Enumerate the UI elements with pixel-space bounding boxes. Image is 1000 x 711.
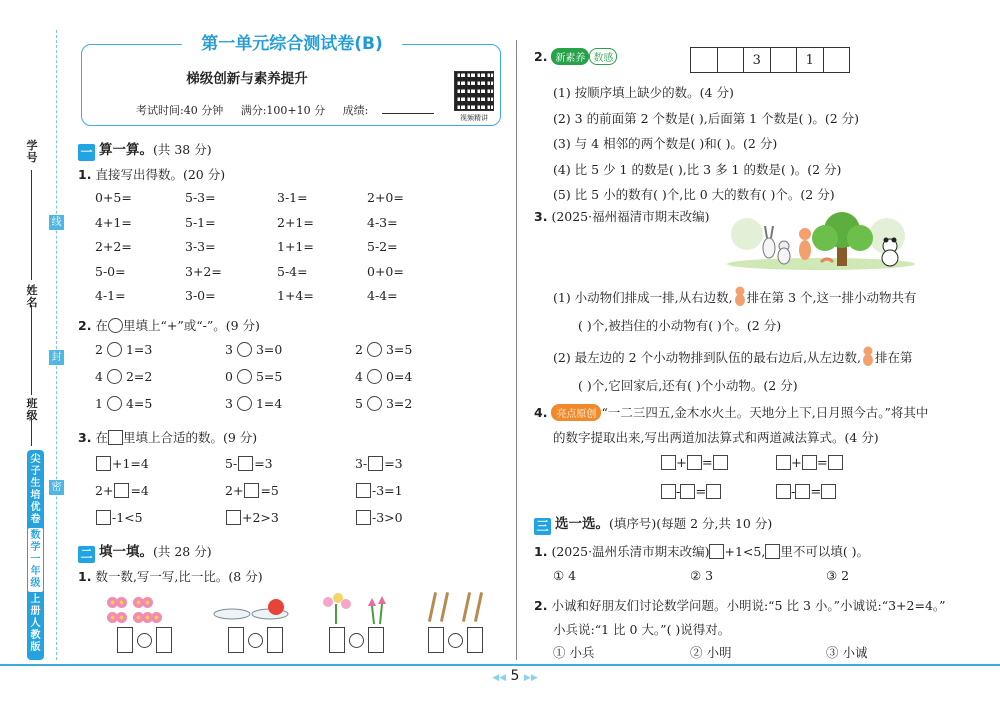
page-divider [516, 40, 517, 660]
fill-item [355, 456, 403, 471]
op-left: 5 [355, 396, 363, 411]
answer-box[interactable] [428, 627, 444, 653]
calc-item: 0+0= [367, 263, 404, 279]
answer-box[interactable] [117, 627, 133, 653]
fill-prefix: 2+ [225, 483, 244, 498]
calc-item: 5-3= [185, 190, 216, 205]
answer-circle[interactable] [237, 396, 252, 411]
fill-suffix: =3 [384, 456, 403, 471]
section-title: 选一选。 [555, 516, 609, 532]
student-no-line [31, 170, 32, 280]
section-heading [78, 138, 212, 161]
calc-item: 0+5= [95, 190, 132, 205]
op-left: 0 [225, 369, 233, 384]
number-sense-tag: 数感 [589, 48, 617, 65]
section-title: 填一填。 [99, 544, 153, 560]
seal-mark: 密 [49, 480, 64, 495]
page-number-value: 5 [510, 668, 520, 684]
op-right: 2=2 [125, 369, 153, 384]
calc-item: 5-4= [277, 263, 308, 279]
answer-box[interactable] [96, 456, 111, 471]
question-text: 在 [95, 430, 108, 445]
sub-question: (2) 3 的前面第 2 个数是( ),后面第 1 个数是( )。(2 分) [553, 110, 860, 126]
question-number: 2. [534, 598, 548, 613]
op-item [355, 342, 412, 357]
fill-item [95, 456, 149, 471]
answer-circle[interactable] [367, 369, 382, 384]
answer-box[interactable] [828, 455, 843, 470]
pencils-picture [425, 592, 495, 626]
question [78, 165, 225, 183]
answer-box[interactable] [228, 627, 244, 653]
fill-suffix: +1=4 [112, 456, 149, 471]
section-number: 三 [534, 518, 551, 535]
question-text: 排在第 3 个,这一排小动物共有 [746, 290, 917, 305]
op-right: 3=2 [385, 396, 413, 411]
answer-box[interactable] [687, 455, 702, 470]
question-source: (2025·福州福清市期末改编) [551, 209, 710, 224]
question-text: 的数字提取出来,写出两道加法算式和两道减法算式。(4 分) [553, 430, 879, 445]
sub-question: (4) 比 5 少 1 的数是( ),比 3 多 1 的数是( )。(2 分) [553, 161, 842, 177]
number-cell[interactable] [691, 48, 718, 73]
section-number: 二 [78, 546, 95, 563]
question [78, 316, 260, 334]
answer-box[interactable] [356, 510, 371, 525]
exam-full-score: 满分:100+10 分 [240, 104, 326, 117]
answer-box[interactable] [713, 455, 728, 470]
answer-box[interactable] [356, 483, 371, 498]
series-edition: 人教版 [30, 618, 41, 653]
question-number: 2. [534, 49, 548, 64]
answer-box[interactable] [226, 510, 241, 525]
answer-box[interactable] [467, 627, 483, 653]
op-right: 4=5 [125, 396, 153, 411]
calc-item: 3-3= [185, 239, 216, 254]
question-number: 3. [78, 430, 92, 445]
class-label: 班级 [26, 397, 38, 422]
equation-boxes: + = [776, 455, 843, 471]
fill-suffix: +2>3 [242, 510, 279, 525]
calc-item: 4-4= [367, 288, 398, 303]
calc-item: 1+1= [277, 239, 314, 254]
calc-item: 3-0= [185, 288, 216, 303]
fill-suffix: -3=1 [372, 483, 403, 498]
op-right: 1=3 [125, 342, 153, 357]
series-grade: 数学一年级 [28, 528, 43, 592]
compare-boxes [228, 627, 283, 653]
question-text: ( )个,它回家后,还有( )个小动物。(2 分) [578, 378, 798, 393]
box-symbol [709, 544, 724, 559]
animals-illustration [727, 212, 915, 273]
original-tag: 亮点原创 [551, 404, 601, 421]
compare-boxes [117, 627, 172, 653]
option-choice[interactable]: ③ 2 [826, 568, 850, 583]
answer-circle[interactable] [107, 342, 122, 357]
answer-box[interactable] [114, 483, 129, 498]
student-no-label: 学号 [26, 139, 38, 164]
question-number: 2. [78, 318, 92, 333]
question-text: 数一数,写一写,比一比。(8 分) [95, 569, 263, 584]
series-volume: 上册 [30, 594, 41, 617]
question-text [553, 286, 917, 306]
answer-box[interactable] [368, 627, 384, 653]
answer-box[interactable] [238, 456, 253, 471]
number-cell[interactable]: 1 [797, 48, 824, 73]
number-cell[interactable] [770, 48, 797, 73]
answer-box[interactable] [96, 510, 111, 525]
name-line [31, 305, 32, 395]
question [78, 428, 257, 446]
answer-circle[interactable] [367, 396, 382, 411]
question-text: 小兵说:“1 比 0 大。”( )说得对。 [553, 622, 731, 637]
box-symbol [108, 430, 123, 445]
op-left: 4 [355, 369, 363, 384]
section-points: (共 28 分) [153, 544, 212, 559]
name-label: 姓名 [26, 284, 38, 309]
fill-item [225, 510, 279, 525]
fill-item [95, 483, 149, 498]
answer-circle[interactable] [367, 342, 382, 357]
answer-circle[interactable] [107, 369, 122, 384]
question-text: ( )个,被挡住的小动物有( )个。(2 分) [578, 318, 782, 333]
section-points: (填序号)(每题 2 分,共 10 分) [609, 516, 773, 531]
sub-question: (3) 与 4 相邻的两个数是( )和( )。(2 分) [553, 136, 778, 151]
answer-box[interactable] [244, 483, 259, 498]
fill-suffix: =4 [130, 483, 149, 498]
page-subtitle: 梯级创新与素养提升 [186, 71, 308, 87]
answer-box[interactable] [795, 484, 810, 499]
qr-code-icon[interactable] [454, 71, 494, 111]
exam-time: 考试时间:40 分钟 [136, 104, 224, 117]
answer-circle[interactable] [248, 633, 263, 648]
section-heading [534, 512, 772, 535]
test-header [81, 34, 501, 126]
fill-prefix: 3- [355, 456, 368, 471]
compare-boxes [329, 627, 384, 653]
section-title: 算一算。 [99, 142, 153, 158]
question-number: 4. [534, 405, 548, 420]
question-text: 里不可以填( )。 [780, 544, 870, 559]
op-item [225, 396, 282, 411]
section-heading [78, 540, 212, 563]
question [78, 567, 263, 585]
equation-boxes: + = [661, 455, 728, 471]
calc-item: 2+0= [367, 190, 404, 205]
binding-line [56, 30, 57, 660]
op-left: 3 [225, 396, 233, 411]
question-number: 1. [78, 569, 92, 584]
calc-item: 4+1= [95, 214, 132, 230]
op-left: 4 [95, 369, 103, 384]
question-number: 1. [78, 167, 92, 182]
op-item [225, 342, 282, 357]
monkey-icon [733, 286, 747, 306]
op-right: 0=4 [385, 369, 413, 384]
score-blank[interactable] [382, 113, 434, 114]
op-left: 1 [95, 396, 103, 411]
seal-mark: 线 [49, 215, 64, 230]
calc-item: 4-3= [367, 214, 398, 230]
number-cell[interactable] [717, 48, 744, 73]
fill-item [355, 510, 403, 525]
page-number [485, 668, 545, 684]
answer-circle[interactable] [237, 342, 252, 357]
op-item [95, 369, 152, 384]
op-item [225, 369, 282, 384]
series-ribbon [27, 450, 44, 660]
op-left: 2 [95, 342, 103, 357]
fill-prefix: 2+ [95, 483, 114, 498]
answer-circle[interactable] [349, 633, 364, 648]
calc-item: 2+2= [95, 239, 132, 254]
question-text: 里填上合适的数。(9 分) [122, 430, 258, 445]
answer-box[interactable] [267, 627, 283, 653]
exam-meta [136, 102, 434, 118]
new-literacy-tag: 新素养 [551, 48, 589, 65]
calc-item: 2+1= [277, 214, 314, 230]
question-number: 3. [534, 209, 548, 224]
qr-caption: 视频精讲 [460, 114, 488, 122]
sub-question: (5) 比 5 小的数有( )个,比 0 大的数有( )个。(2 分) [553, 187, 835, 202]
next-arrows-icon: ▶▶ [523, 673, 538, 683]
question [534, 207, 709, 225]
answer-box[interactable] [776, 484, 791, 499]
prev-arrows-icon: ◀◀ [492, 673, 507, 683]
fill-suffix: =5 [260, 483, 279, 498]
op-item [355, 369, 412, 384]
question-source: (2025·温州乐清市期末改编) [551, 544, 710, 559]
question [534, 596, 946, 614]
answer-circle[interactable] [107, 396, 122, 411]
answer-box[interactable] [368, 456, 383, 471]
op-left: 3 [225, 342, 233, 357]
calc-item: 3-1= [277, 190, 308, 205]
page-title: 第一单元综合测试卷(B) [182, 29, 402, 59]
calc-item: 4-1= [95, 288, 126, 303]
box-symbol [765, 544, 780, 559]
question-text: 里填上“+”或“-”。(9 分) [122, 318, 260, 333]
class-line [31, 418, 32, 446]
question-number: 1. [534, 544, 548, 559]
fill-suffix: -3>0 [372, 510, 403, 525]
answer-box[interactable] [821, 484, 836, 499]
answer-box[interactable] [661, 455, 676, 470]
number-sequence-table [690, 47, 850, 73]
calc-item: 1+4= [277, 288, 314, 303]
question-text: 小诚和好朋友们讨论数学问题。小明说:“5 比 3 小。”小诚说:“3+2=4。” [551, 598, 946, 613]
exam-score-label: 成绩: [342, 104, 369, 117]
question [534, 542, 869, 560]
question-text: +1<5, [724, 544, 766, 559]
answer-box[interactable] [329, 627, 345, 653]
question-text: 排在第 [875, 350, 913, 365]
series-name: 尖子生培优卷 [30, 454, 41, 525]
compare-boxes [428, 627, 483, 653]
fill-item [225, 483, 279, 498]
monkey-icon [861, 346, 875, 366]
question [534, 403, 928, 421]
question-text [553, 346, 913, 366]
question-text: “一二三四五,金木水火土。天地分上下,日月照今古。”将其中 [601, 405, 929, 420]
op-right: 1=4 [255, 396, 283, 411]
option-choice[interactable]: ② 3 [690, 568, 714, 583]
calc-item: 5-1= [185, 214, 216, 230]
option-choice[interactable]: ① 4 [553, 568, 577, 583]
fill-item [355, 483, 403, 498]
answer-box[interactable] [661, 484, 676, 499]
question [534, 48, 617, 65]
answer-circle[interactable] [237, 369, 252, 384]
circle-symbol [108, 318, 123, 333]
section-number: 一 [78, 144, 95, 161]
equation-boxes: - = [776, 484, 836, 500]
calc-item: 5-0= [95, 263, 126, 279]
answer-box[interactable] [156, 627, 172, 653]
answer-box[interactable] [680, 484, 695, 499]
op-item [355, 396, 412, 411]
op-left: 2 [355, 342, 363, 357]
fill-suffix: -1<5 [112, 510, 143, 525]
question-text: 在 [95, 318, 108, 333]
plates-apple-picture [212, 598, 292, 625]
answer-box[interactable] [802, 455, 817, 470]
flowers-picture [108, 596, 161, 626]
answer-circle[interactable] [137, 633, 152, 648]
number-cell[interactable] [823, 48, 850, 73]
calc-item: 3+2= [185, 263, 222, 279]
question-text: (2) 最左边的 2 个小动物排到队伍的最右边后,从左边数, [553, 350, 862, 365]
op-right: 3=0 [255, 342, 283, 357]
fill-item [225, 456, 273, 471]
op-right: 5=5 [255, 369, 283, 384]
op-item [95, 342, 152, 357]
question-text: 直接写出得数。(20 分) [95, 167, 226, 182]
answer-box[interactable] [776, 455, 791, 470]
op-item [95, 396, 152, 411]
option-choice[interactable]: ③ 小诚 [826, 645, 868, 660]
sub-question: (1) 按顺序填上缺少的数。(4 分) [553, 85, 734, 100]
option-choice[interactable]: ② 小明 [690, 645, 732, 660]
footer-rule [0, 664, 1000, 666]
section-points: (共 38 分) [153, 142, 212, 157]
fill-item [95, 510, 143, 525]
fill-prefix: 5- [225, 456, 238, 471]
option-choice[interactable]: ① 小兵 [553, 645, 595, 660]
number-cell[interactable]: 3 [744, 48, 771, 73]
flowers-vase-picture [320, 592, 395, 629]
question-text: (1) 小动物们排成一排,从右边数, [553, 290, 733, 305]
op-right: 3=5 [385, 342, 413, 357]
fill-suffix: =3 [254, 456, 273, 471]
answer-circle[interactable] [448, 633, 463, 648]
equation-boxes: - = [661, 484, 721, 500]
seal-mark: 封 [49, 350, 64, 365]
calc-item: 5-2= [367, 239, 398, 254]
answer-box[interactable] [706, 484, 721, 499]
